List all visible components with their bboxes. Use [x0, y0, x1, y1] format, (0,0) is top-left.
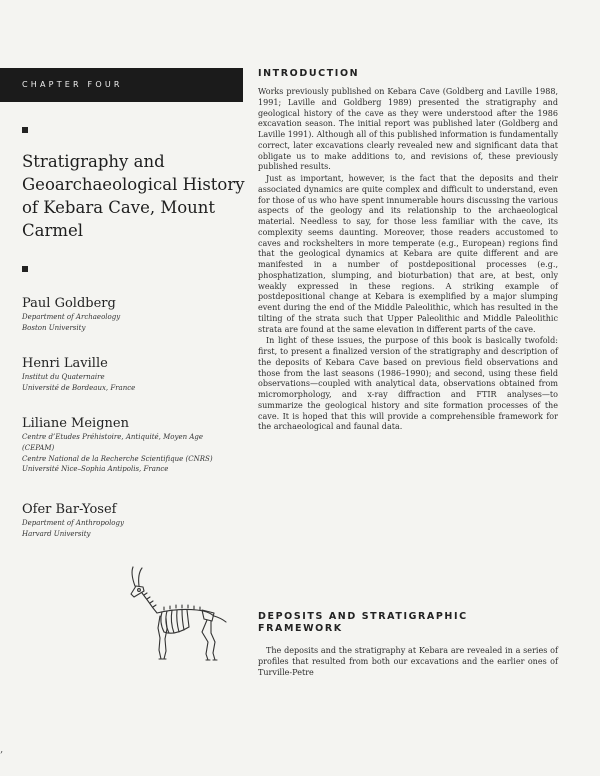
scan-mark: ‚: [0, 744, 4, 755]
author-block: [22, 502, 252, 540]
authors-bullet: [22, 266, 28, 272]
title-bullet: [22, 127, 28, 133]
author-affiliation: Centre National de la Recherche Scientifique (CNRS): [22, 454, 213, 463]
author-block: [22, 416, 252, 475]
author-affiliation: Université de Bordeaux, France: [22, 383, 136, 392]
author-name: Henri Laville: [22, 356, 108, 371]
deposits-heading: DEPOSITS AND STRATIGRAPHIC FRAMEWORK: [258, 611, 468, 634]
introduction-heading: INTRODUCTION: [258, 68, 360, 79]
introduction-paragraph: Just as important, however, is the fact that the deposits and their associated dynamics are quite complex and difficult to understand, even for those of us who have spent innumerable hours discussing the various aspects of the geology and its relationship to the archaeological material. Needless to say, for those less familiar with the cave, its complexity seems daunting. Moreover, those readers accustomed to caves and rockshelters in more temperate (e.g., European) regions find that the geological dynamics at Kebara are quite different and are manifested in a number of postdepositional processes (e.g., phosphatization, slumping, and bioturbation) that are, at best, only weakly expressed in these regions. A striking example of postdepositional change at Kebara is exemplified by a major slumping event during the end of the Middle Paleolithic, which has resulted in the tilting of the strata such that Upper Paleolithic and Middle Paleolithic strata are found at the same elevation in different parts of the cave.: [258, 174, 558, 334]
author-affiliation: Institut du Quaternaire: [22, 373, 105, 381]
deposits-paragraph: The deposits and the stratigraphy at Kebara are revealed in a series of profiles that resulted from both our excavations and the earlier ones of Turville-Petre: [258, 646, 558, 677]
author-affiliation: Harvard University: [22, 529, 91, 538]
author-block: [22, 296, 252, 334]
author-affiliation: Boston University: [22, 323, 86, 332]
introduction-body: [258, 87, 558, 434]
author-name: Paul Goldberg: [22, 296, 116, 311]
author-affiliation: Department of Anthropology: [22, 519, 124, 527]
introduction-paragraph: In light of these issues, the purpose of this book is basically twofold: first, to present a finalized version of the stratigraphy and description of the deposits of Kebara Cave based on previous field observations and those from the last seasons (1986–1990); and second, using these field observations—coupled with analytical data, observations obtained from micromorphology, and x-ray diffraction and FTIR analyses—to summarize the geological history and site formation processes of the cave. It is hoped that this will provide a comprehensible framework for the archaeological and faunal data.: [258, 336, 558, 432]
author-affiliation: (CEPAM): [22, 443, 55, 452]
author-name: Ofer Bar-Yosef: [22, 502, 117, 517]
author-name: Liliane Meignen: [22, 416, 129, 431]
author-affiliation: Centre d’Etudes Préhistoire, Antiquité, Moyen Age: [22, 433, 203, 441]
author-block: [22, 356, 252, 394]
gazelle-skeleton-icon: [122, 566, 234, 662]
chapter-title: Stratigraphy and Geoarchaeological History of Kebara Cave, Mount Carmel: [22, 152, 245, 240]
deposits-body: [258, 646, 558, 679]
chapter-label: CHAPTER FOUR: [0, 68, 243, 102]
author-affiliation: Université Nice–Sophia Antipolis, France: [22, 465, 169, 474]
author-affiliation: Department of Archaeology: [22, 313, 121, 321]
introduction-paragraph: Works previously published on Kebara Cave (Goldberg and Laville 1988, 1991; Laville and Goldberg 1989) presented the stratigraphy and geological history of the cave as they were understood after the 1986 excavation season. The initial report was published later (Goldberg and Laville 1991). Although all of this published information is fundamentally correct, later excavations clearly revealed new and significant data that obligate us to make additions to, and revisions of, these previously published results.: [258, 87, 558, 172]
